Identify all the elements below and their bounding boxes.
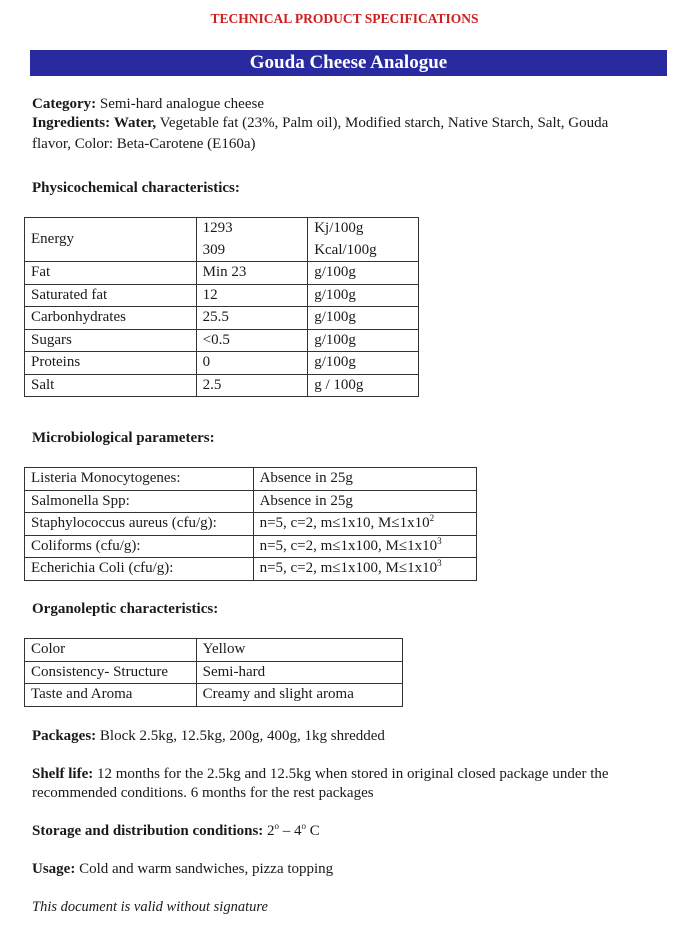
cell: Sugars bbox=[25, 329, 197, 352]
ingredients-lead: Water, bbox=[113, 115, 157, 131]
cell-value: Absence in 25g bbox=[259, 492, 353, 509]
cell: g/100g bbox=[308, 307, 419, 330]
exponent: 3 bbox=[437, 558, 442, 569]
cell: Color bbox=[25, 639, 197, 662]
cell-value: Absence in 25g bbox=[259, 470, 353, 487]
cell: Consistency- Structure bbox=[25, 661, 197, 684]
cell bbox=[253, 468, 476, 491]
ingredients-label: Ingredients: bbox=[32, 115, 111, 131]
cell: Coliforms (cfu/g): bbox=[25, 535, 254, 558]
cell: 2.5 bbox=[196, 374, 308, 397]
exponent: 3 bbox=[437, 535, 442, 546]
cell: Yellow bbox=[196, 639, 402, 662]
organo-table bbox=[24, 638, 403, 707]
storage-line bbox=[32, 822, 320, 841]
cell: g / 100g bbox=[308, 374, 419, 397]
degree-sign: o bbox=[274, 821, 280, 831]
cell-value: n=5, c=2, m≤1x10, M≤1x10 bbox=[259, 515, 430, 532]
cell: 25.5 bbox=[196, 307, 308, 330]
table-row bbox=[25, 284, 419, 307]
category-label: Category: bbox=[32, 96, 97, 112]
shelf-life-line bbox=[32, 765, 609, 784]
table-row bbox=[25, 307, 419, 330]
cell: Min 23 bbox=[196, 262, 308, 285]
table-row bbox=[25, 558, 477, 581]
physico-table bbox=[24, 217, 419, 397]
cell: Fat bbox=[25, 262, 197, 285]
cell-value: n=5, c=2, m≤1x100, M≤1x10 bbox=[259, 537, 438, 554]
cell: Salt bbox=[25, 374, 197, 397]
category-value: Semi-hard analogue cheese bbox=[99, 96, 264, 112]
cell: Proteins bbox=[25, 352, 197, 375]
storage-label: Storage and distribution conditions: bbox=[32, 823, 264, 839]
cell: g/100g bbox=[308, 262, 419, 285]
energy-kcal-value: 309 bbox=[196, 240, 308, 262]
shelf-life-value: 12 months for the 2.5kg and 12.5kg when stored in original closed package under the bbox=[97, 766, 609, 782]
table-row bbox=[25, 535, 477, 558]
cell-value: n=5, c=2, m≤1x100, M≤1x10 bbox=[259, 560, 438, 577]
ingredients-line-2: flavor, Color: Beta-Carotene (E160a) bbox=[32, 136, 256, 152]
storage-unit: C bbox=[306, 823, 320, 839]
cell: Saturated fat bbox=[25, 284, 197, 307]
exponent: 2 bbox=[429, 513, 435, 524]
cell: Carbonhydrates bbox=[25, 307, 197, 330]
micro-table bbox=[24, 467, 477, 581]
cell: Semi-hard bbox=[196, 661, 402, 684]
table-row bbox=[25, 468, 477, 491]
table-row bbox=[25, 513, 477, 536]
cell: <0.5 bbox=[196, 329, 308, 352]
cell: 0 bbox=[196, 352, 308, 375]
product-title: Gouda Cheese Analogue bbox=[30, 50, 667, 76]
category-line bbox=[32, 95, 264, 114]
document-header: TECHNICAL PRODUCT SPECIFICATIONS bbox=[210, 11, 479, 26]
table-row bbox=[25, 218, 419, 240]
energy-kcal-unit: Kcal/100g bbox=[308, 240, 419, 262]
cell bbox=[253, 490, 476, 513]
footer-note: This document is valid without signature bbox=[32, 899, 268, 915]
cell: g/100g bbox=[308, 352, 419, 375]
storage-temp-high: – 4 bbox=[279, 823, 302, 839]
table-row bbox=[25, 684, 403, 707]
table-row bbox=[25, 329, 419, 352]
energy-kj-value: 1293 bbox=[196, 218, 308, 240]
cell: g/100g bbox=[308, 329, 419, 352]
cell: Creamy and slight aroma bbox=[196, 684, 402, 707]
degree-sign: o bbox=[301, 821, 307, 831]
cell: Salmonella Spp: bbox=[25, 490, 254, 513]
ingredients-line bbox=[32, 114, 608, 133]
cell: Echerichia Coli (cfu/g): bbox=[25, 558, 254, 581]
cell bbox=[253, 513, 476, 536]
usage-label: Usage: bbox=[32, 861, 76, 877]
table-row bbox=[25, 262, 419, 285]
shelf-life-line-2: recommended conditions. 6 months for the rest packages bbox=[32, 785, 374, 801]
table-row bbox=[25, 374, 419, 397]
cell bbox=[253, 535, 476, 558]
physico-heading: Physicochemical characteristics: bbox=[32, 180, 240, 196]
table-row bbox=[25, 490, 477, 513]
organo-heading: Organoleptic characteristics: bbox=[32, 601, 219, 617]
packages-line bbox=[32, 727, 385, 746]
cell: g/100g bbox=[308, 284, 419, 307]
cell: 12 bbox=[196, 284, 308, 307]
usage-value: Cold and warm sandwiches, pizza topping bbox=[79, 861, 334, 877]
table-row bbox=[25, 661, 403, 684]
ingredients-value: Vegetable fat (23%, Palm oil), Modified starch, Native Starch, Salt, Gouda bbox=[159, 115, 609, 131]
cell: Taste and Aroma bbox=[25, 684, 197, 707]
cell bbox=[253, 558, 476, 581]
micro-heading: Microbiological parameters: bbox=[32, 430, 215, 446]
shelf-life-label: Shelf life: bbox=[32, 766, 94, 782]
energy-kj-unit: Kj/100g bbox=[308, 218, 419, 240]
table-row bbox=[25, 639, 403, 662]
packages-value: Block 2.5kg, 12.5kg, 200g, 400g, 1kg shredded bbox=[99, 728, 385, 744]
energy-label: Energy bbox=[25, 218, 197, 262]
usage-line bbox=[32, 860, 333, 879]
cell: Staphylococcus aureus (cfu/g): bbox=[25, 513, 254, 536]
packages-label: Packages: bbox=[32, 728, 97, 744]
table-row bbox=[25, 352, 419, 375]
storage-temp-low: 2 bbox=[267, 823, 275, 839]
cell: Listeria Monocytogenes: bbox=[25, 468, 254, 491]
